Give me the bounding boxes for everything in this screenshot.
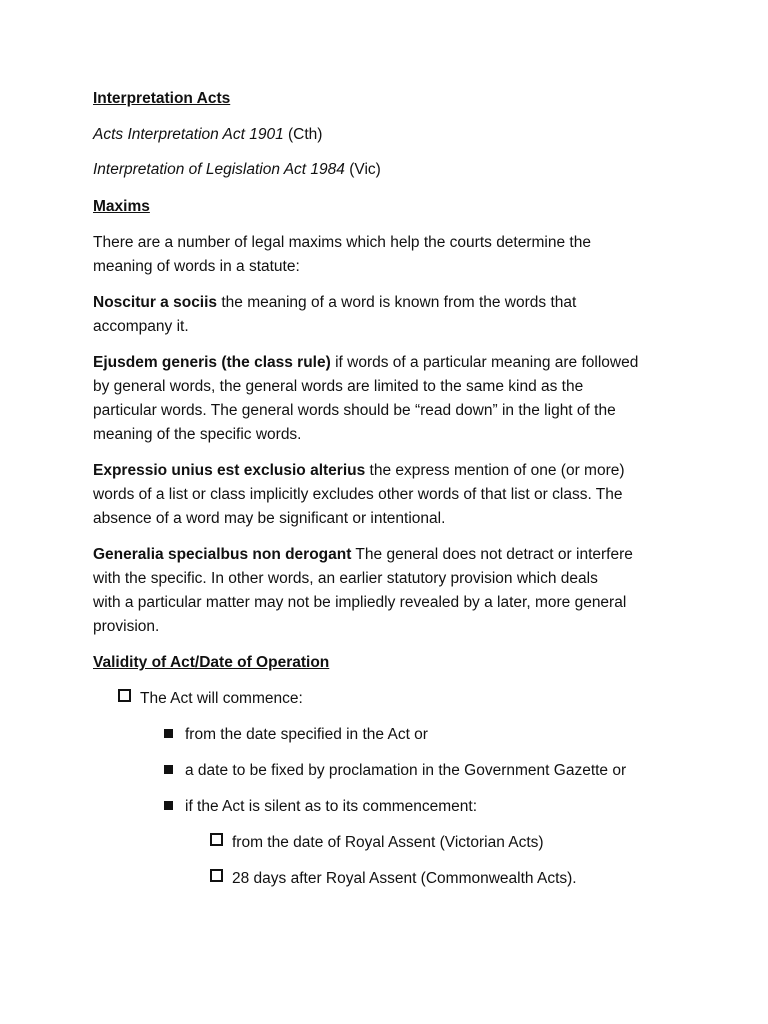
maxim-1-term: Noscitur a sociis xyxy=(93,294,218,311)
maxim-2-line-2: by general words, the general words are limited to the same kind as the xyxy=(93,378,584,395)
hollow-square-bullet-icon xyxy=(210,869,223,882)
list-item-level1: The Act will commence: xyxy=(118,687,303,711)
maxim-3-term: Expressio unius est exclusio alterius xyxy=(93,462,366,479)
maxim-4-line-4: provision. xyxy=(93,618,160,635)
act-vic-jurisdiction: (Vic) xyxy=(349,161,381,178)
intro-line-1: There are a number of legal maxims which help the courts determine the xyxy=(93,234,591,251)
list-item-level3-2: 28 days after Royal Assent (Commonwealth Acts). xyxy=(210,867,577,891)
list-item-level2-1: from the date specified in the Act or xyxy=(164,723,428,747)
maxim-3-line-1: Expressio unius est exclusio alterius the express mention of one (or more) xyxy=(93,462,625,479)
maxim-4-line-3: with a particular matter may not be impliedly revealed by a later, more general xyxy=(93,594,627,611)
hollow-square-bullet-icon xyxy=(118,689,131,702)
act-vic xyxy=(93,158,693,182)
maxim-2-line-4: meaning of the specific words. xyxy=(93,426,302,443)
act-cth-jurisdiction: (Cth) xyxy=(288,126,323,143)
maxim-2-line-1: Ejusdem generis (the class rule) if words of a particular meaning are followed xyxy=(93,354,639,371)
filled-square-bullet-icon xyxy=(164,729,173,738)
maxim-1-line-1: Noscitur a sociis the meaning of a word is known from the words that xyxy=(93,294,577,311)
maxim-4-line-1: Generalia specialbus non derogant The general does not detract or interfere xyxy=(93,546,633,563)
act-vic-title: Interpretation of Legislation Act 1984 xyxy=(93,161,345,178)
filled-square-bullet-icon xyxy=(164,765,173,774)
heading-interpretation-acts: Interpretation Acts xyxy=(93,90,231,107)
act-cth xyxy=(93,123,693,147)
maxim-3-line-2: words of a list or class implicitly excludes other words of that list or class. The xyxy=(93,486,623,503)
list-item-level2-3: if the Act is silent as to its commencement: xyxy=(164,795,477,819)
act-cth-title: Acts Interpretation Act 1901 xyxy=(93,126,284,143)
heading-validity: Validity of Act/Date of Operation xyxy=(93,654,330,671)
list-item-level2-2: a date to be fixed by proclamation in the Government Gazette or xyxy=(164,759,626,783)
maxim-4-term: Generalia specialbus non derogant xyxy=(93,546,352,563)
intro-line-2: meaning of words in a statute: xyxy=(93,258,300,275)
maxim-2-line-3: particular words. The general words should be “read down” in the light of the xyxy=(93,402,616,419)
maxim-1-line-2: accompany it. xyxy=(93,318,189,335)
maxim-2-term: Ejusdem generis (the class rule) xyxy=(93,354,331,371)
hollow-square-bullet-icon xyxy=(210,833,223,846)
list-item-level3-1: from the date of Royal Assent (Victorian Acts) xyxy=(210,831,544,855)
maxim-3-line-3: absence of a word may be significant or intentional. xyxy=(93,510,446,527)
heading-maxims: Maxims xyxy=(93,198,150,215)
filled-square-bullet-icon xyxy=(164,801,173,810)
maxim-4-line-2: with the specific. In other words, an earlier statutory provision which deals xyxy=(93,570,598,587)
